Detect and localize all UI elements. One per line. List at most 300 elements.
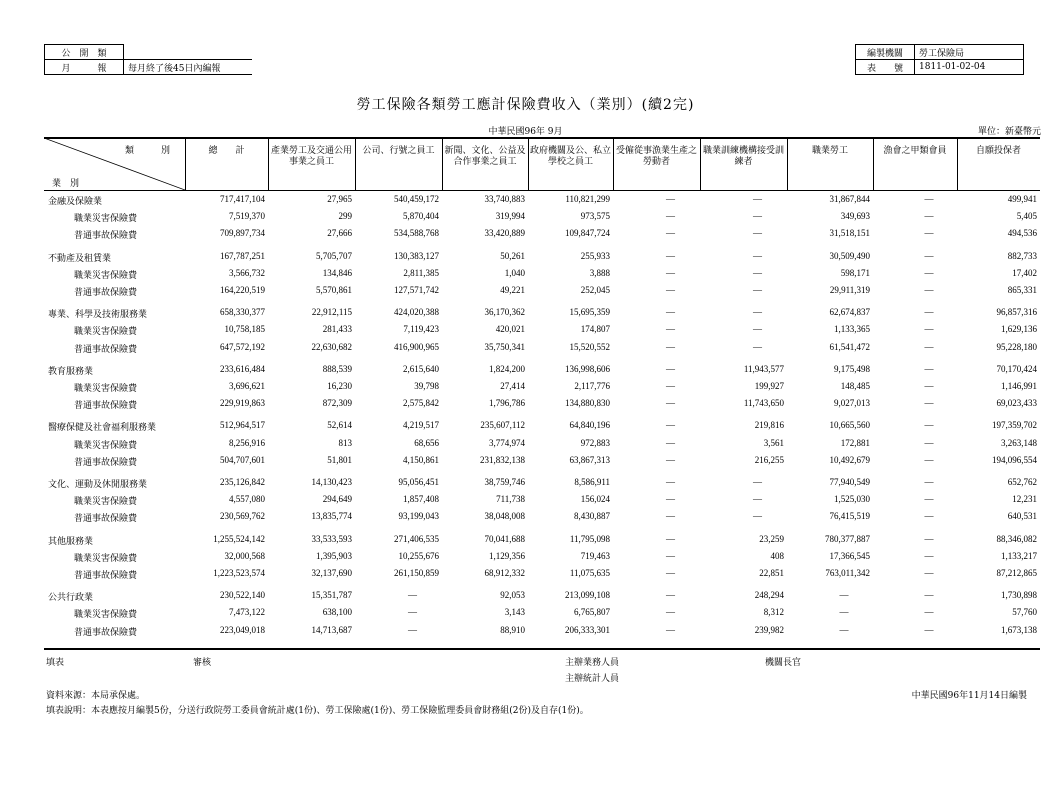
table-cell: —	[924, 381, 934, 391]
unit-label: 單位：新臺幣元	[977, 127, 1041, 137]
compiler-value: 勞工保險局	[915, 45, 1024, 60]
header-divider	[185, 138, 186, 190]
table-cell: 52,614	[327, 420, 352, 431]
table-cell: 711,738	[496, 494, 525, 505]
table-cell: 156,024	[580, 494, 610, 505]
table-cell: 813	[338, 437, 352, 448]
table-cell: 3,263,148	[1001, 437, 1037, 448]
table-cell: 4,219,517	[403, 420, 439, 431]
table-cell: 76,415,519	[829, 511, 870, 522]
table-cell: 31,518,151	[829, 228, 870, 239]
fill-instructions: 填表說明：本表應按月編製5份，分送行政院勞工委員會統計處(1份)、勞工保險處(1份)、勞工保險監理委員會財務組(2份)及自存(1份)。	[46, 706, 589, 716]
table-cell: 30,509,490	[829, 250, 870, 261]
table-cell: 38,759,746	[484, 477, 525, 487]
table-cell: 281,433	[322, 324, 352, 335]
table-cell: 248,294	[754, 590, 784, 601]
corner-industry-label: 業 別	[52, 179, 80, 189]
table-cell: —	[666, 363, 675, 374]
table-bottom-rule	[44, 648, 1040, 650]
row-subitem-label: 職業災害保險費	[74, 270, 138, 281]
header-divider	[355, 138, 356, 190]
table-cell: 88,346,082	[996, 533, 1037, 544]
table-cell: 1,133,217	[1001, 550, 1037, 561]
table-cell: 136,998,606	[565, 363, 610, 374]
table-cell: 972,883	[580, 437, 610, 448]
table-cell: —	[924, 568, 934, 578]
table-cell: 70,170,424	[996, 363, 1037, 374]
row-industry-label: 其他服務業	[48, 536, 94, 547]
table-cell: —	[924, 228, 934, 239]
table-cell: 2,117,776	[574, 381, 610, 391]
table-cell: 1,146,991	[1001, 381, 1037, 391]
table-cell: 216,255	[754, 454, 784, 465]
table-cell: 1,824,200	[489, 363, 525, 374]
table-cell: 408	[770, 550, 784, 561]
table-cell: 888,539	[322, 363, 352, 374]
table-cell: 3,696,621	[229, 381, 265, 391]
table-cell: 416,900,965	[394, 341, 439, 352]
col-company-employees-header: 公司、行號之員工	[362, 146, 435, 156]
table-cell: 504,707,601	[220, 454, 265, 465]
table-cell: 35,750,341	[484, 341, 525, 352]
table-cell: 9,027,013	[834, 398, 870, 409]
table-cell: 8,256,916	[229, 437, 265, 448]
table-cell: 70,041,688	[484, 533, 525, 544]
table-cell: 29,911,319	[829, 285, 870, 295]
table-cell: 299	[338, 211, 352, 222]
table-cell: 15,695,359	[569, 307, 610, 318]
business-officer-label: 主辦業務人員	[565, 658, 620, 668]
head-officer-label: 機關長官	[765, 658, 802, 668]
table-cell: —	[666, 454, 675, 465]
table-cell: 1,857,408	[403, 494, 439, 505]
table-cell: 68,656	[414, 437, 439, 448]
table-cell: —	[924, 624, 934, 635]
row-industry-label: 文化、運動及休閒服務業	[48, 480, 148, 490]
form-number-value: 1811-01-02-04	[915, 60, 1024, 75]
row-industry-label: 不動產及租賃業	[48, 253, 112, 264]
table-cell: 167,787,251	[220, 250, 265, 261]
table-cell: 110,821,299	[565, 194, 610, 204]
table-cell: —	[924, 267, 934, 278]
row-industry-label: 金融及保險業	[48, 197, 103, 207]
table-cell: 92,053	[500, 590, 525, 601]
col-total-header: 總 計	[208, 146, 245, 156]
table-cell: 5,570,861	[316, 285, 352, 295]
table-cell: —	[666, 398, 675, 409]
data-source: 資料來源：本局承保處。	[46, 691, 146, 701]
row-subitem-label: 職業災害保險費	[74, 327, 138, 338]
table-cell: —	[666, 307, 675, 318]
table-cell: —	[753, 324, 762, 335]
table-cell: —	[753, 194, 762, 204]
table-cell: 49,221	[500, 285, 525, 295]
table-cell: 57,760	[1012, 607, 1037, 618]
row-subitem-label: 普通事故保險費	[74, 401, 138, 412]
table-cell: 109,847,724	[565, 228, 610, 239]
table-cell: 540,459,172	[394, 194, 439, 204]
table-cell: 27,666	[327, 228, 352, 239]
table-cell: —	[924, 533, 934, 544]
table-cell: 17,402	[1012, 267, 1037, 278]
table-cell: 647,572,192	[220, 341, 265, 352]
table-cell: —	[839, 607, 849, 618]
table-cell: —	[666, 324, 675, 335]
table-cell: 3,888	[589, 267, 610, 278]
table-cell: 11,943,577	[743, 363, 784, 374]
table-cell: —	[924, 454, 934, 465]
header-divider	[528, 138, 529, 190]
col-fishery-workers-header: 受僱從事漁業生產之勞動者	[615, 146, 697, 167]
table-cell: —	[666, 211, 675, 222]
table-cell: 1,796,786	[489, 398, 525, 409]
table-cell: 780,377,887	[825, 533, 870, 544]
table-cell: —	[924, 211, 934, 222]
table-cell: —	[753, 228, 762, 239]
filler-label: 填表	[46, 658, 65, 668]
table-cell: 9,175,498	[834, 363, 870, 374]
table-cell: 38,048,008	[484, 511, 525, 522]
table-cell: 172,881	[840, 437, 870, 448]
header-divider	[787, 138, 788, 190]
table-cell: 1,673,138	[1001, 624, 1037, 635]
table-cell: 1,129,356	[489, 550, 525, 561]
table-cell: 233,616,484	[220, 363, 265, 374]
table-cell: —	[753, 267, 762, 278]
table-cell: 95,056,451	[398, 477, 439, 487]
table-cell: 127,571,742	[394, 285, 439, 295]
table-cell: 239,982	[754, 624, 784, 635]
table-cell: 199,927	[754, 381, 784, 391]
table-cell: 11,795,098	[569, 533, 610, 544]
table-cell: 652,762	[1007, 477, 1037, 487]
table-cell: 130,383,127	[394, 250, 439, 261]
table-cell: —	[924, 307, 934, 318]
table-cell: 7,119,423	[403, 324, 439, 335]
row-industry-label: 專業、科學及技術服務業	[48, 310, 148, 321]
table-cell: —	[924, 363, 934, 374]
table-cell: —	[924, 194, 934, 204]
table-cell: 719,463	[580, 550, 610, 561]
table-cell: 230,522,140	[220, 590, 265, 601]
table-cell: 230,569,762	[220, 511, 265, 522]
table-cell: 32,137,690	[311, 568, 352, 578]
table-cell: 1,629,136	[1001, 324, 1037, 335]
col-occupational-workers-header: 職業勞工	[811, 146, 848, 156]
table-cell: —	[839, 624, 849, 635]
table-cell: —	[666, 228, 675, 239]
table-cell: 271,406,535	[394, 533, 439, 544]
table-cell: —	[753, 285, 762, 295]
table-cell: 5,705,707	[316, 250, 352, 261]
table-cell: —	[666, 607, 675, 618]
table-cell: 255,933	[580, 250, 610, 261]
table-cell: 213,099,108	[565, 590, 610, 601]
table-cell: —	[924, 590, 934, 601]
table-cell: 3,566,732	[229, 267, 265, 278]
table-cell: 33,533,593	[311, 533, 352, 544]
table-cell: 872,309	[322, 398, 352, 409]
table-cell: 93,199,043	[398, 511, 439, 522]
header-divider	[442, 138, 443, 190]
table-cell: 69,023,433	[996, 398, 1037, 409]
form-number-label: 表 號	[856, 60, 915, 75]
table-cell: —	[666, 437, 675, 448]
deadline-text: 每月終了後45日內編報	[124, 60, 253, 75]
table-cell: —	[924, 341, 934, 352]
table-cell: —	[924, 285, 934, 295]
table-cell: 95,228,180	[996, 341, 1037, 352]
row-subitem-label: 普通事故保險費	[74, 457, 138, 468]
table-cell: —	[753, 494, 762, 505]
corner-category-label: 類 別	[125, 146, 171, 156]
table-cell: —	[924, 494, 934, 505]
table-cell: 27,414	[500, 381, 525, 391]
table-cell: 64,840,196	[569, 420, 610, 431]
header-divider	[873, 138, 874, 190]
table-cell: 763,011,342	[825, 568, 870, 578]
table-cell: 13,835,774	[311, 511, 352, 522]
table-cell: 4,150,861	[403, 454, 439, 465]
table-cell: 3,774,974	[489, 437, 525, 448]
table-cell: —	[839, 590, 849, 601]
table-cell: —	[753, 211, 762, 222]
table-cell: 2,575,842	[403, 398, 439, 409]
table-cell: 2,811,385	[403, 267, 439, 278]
table-cell: 534,588,768	[394, 228, 439, 239]
table-cell: —	[753, 250, 762, 261]
table-cell: 638,100	[322, 607, 352, 618]
table-cell: 96,857,316	[996, 307, 1037, 318]
table-cell: 50,261	[500, 250, 525, 261]
table-cell: —	[666, 494, 675, 505]
table-cell: 27,965	[327, 194, 352, 204]
table-cell: 294,649	[322, 494, 352, 505]
table-cell: 33,420,889	[484, 228, 525, 239]
row-subitem-label: 職業災害保險費	[74, 610, 138, 621]
page-title: 勞工保險各類勞工應計保險費收入（業別）(續2完)	[356, 97, 695, 113]
table-cell: —	[924, 550, 934, 561]
table-cell: 32,000,568	[224, 550, 265, 561]
compiler-label: 編製機關	[856, 45, 915, 60]
table-cell: 717,417,104	[220, 194, 265, 204]
table-cell: —	[666, 568, 675, 578]
table-cell: —	[666, 267, 675, 278]
table-cell: 6,765,807	[574, 607, 610, 618]
table-top-rule	[44, 137, 1040, 139]
table-cell: 194,096,554	[992, 454, 1037, 465]
table-cell: 1,255,524,142	[213, 533, 265, 544]
table-cell: 61,541,472	[829, 341, 870, 352]
table-cell: —	[666, 511, 675, 522]
table-cell: —	[924, 607, 934, 618]
table-cell: 68,912,332	[484, 568, 525, 578]
table-cell: —	[666, 590, 675, 601]
table-cell: 11,075,635	[569, 568, 610, 578]
table-cell: 11,743,650	[743, 398, 784, 409]
table-cell: 16,230	[327, 381, 352, 391]
table-cell: 33,740,883	[484, 194, 525, 204]
table-cell: —	[924, 437, 934, 448]
table-cell: 8,430,887	[574, 511, 610, 522]
table-cell: 499,941	[1007, 194, 1037, 204]
table-cell: —	[408, 590, 417, 601]
row-subitem-label: 普通事故保險費	[74, 514, 138, 525]
table-cell: 134,846	[322, 267, 352, 278]
header-divider	[700, 138, 701, 190]
table-cell: 349,693	[840, 211, 870, 222]
table-cell: —	[408, 624, 417, 635]
table-cell: 8,586,911	[574, 477, 610, 487]
table-cell: —	[666, 550, 675, 561]
reviewer-label: 審核	[193, 658, 212, 668]
table-cell: —	[924, 511, 934, 522]
table-cell: —	[666, 341, 675, 352]
table-cell: —	[924, 324, 934, 335]
table-cell: —	[666, 420, 675, 431]
table-cell: 62,674,837	[829, 307, 870, 318]
table-cell: 4,557,080	[229, 494, 265, 505]
table-cell: —	[924, 420, 934, 431]
row-subitem-label: 普通事故保險費	[74, 571, 138, 581]
table-cell: 164,220,519	[220, 285, 265, 295]
header-divider	[268, 138, 269, 190]
row-subitem-label: 職業災害保險費	[74, 440, 138, 451]
table-cell: —	[666, 250, 675, 261]
table-cell: 494,536	[1007, 228, 1037, 239]
table-cell: 219,816	[754, 420, 784, 431]
table-cell: 5,870,404	[403, 211, 439, 222]
table-cell: 174,807	[580, 324, 610, 335]
compiler-info-box	[855, 44, 1024, 75]
table-cell: 15,520,552	[569, 341, 610, 352]
table-cell: 197,359,702	[992, 420, 1037, 431]
table-cell: 512,964,517	[220, 420, 265, 431]
table-cell: 882,733	[1007, 250, 1037, 261]
table-cell: 1,040	[504, 267, 525, 278]
table-cell: 63,867,313	[569, 454, 610, 465]
row-subitem-label: 普通事故保險費	[74, 344, 138, 355]
table-cell: 12,231	[1012, 494, 1037, 505]
table-cell: 17,366,545	[829, 550, 870, 561]
table-cell: 77,940,549	[829, 477, 870, 487]
row-subitem-label: 職業災害保險費	[74, 384, 138, 394]
table-cell: 10,255,676	[398, 550, 439, 561]
col-voluntary-insured-header: 自願投保者	[975, 146, 1021, 156]
table-cell: 1,730,898	[1001, 590, 1037, 601]
publication-type-label: 公 開 類	[45, 45, 124, 60]
table-cell: 420,021	[495, 324, 525, 335]
table-cell: —	[924, 477, 934, 487]
report-date: 中華民國96年 9月	[488, 127, 563, 137]
table-cell: —	[666, 194, 675, 204]
table-cell: 14,713,687	[311, 624, 352, 635]
table-cell: 1,223,523,574	[213, 568, 265, 578]
table-cell: 2,615,640	[403, 363, 439, 374]
table-cell: 223,049,018	[220, 624, 265, 635]
table-cell: —	[666, 624, 675, 635]
table-cell: 640,531	[1007, 511, 1037, 522]
col-industrial-workers-header: 產業勞工及交通公用事業之員工	[270, 146, 352, 167]
table-cell: 87,212,865	[996, 568, 1037, 578]
publication-info-box	[44, 44, 252, 75]
table-cell: 865,331	[1007, 285, 1037, 295]
row-industry-label: 公共行政業	[48, 593, 94, 604]
compiled-date: 中華民國96年11月14日編製	[911, 691, 1027, 701]
table-cell: —	[753, 341, 762, 352]
table-cell: —	[666, 381, 675, 391]
table-cell: 1,525,030	[834, 494, 870, 505]
table-cell: 598,171	[840, 267, 870, 278]
table-cell: 231,832,138	[480, 454, 525, 465]
table-cell: —	[753, 477, 762, 487]
table-cell: 22,851	[759, 568, 784, 578]
header-divider	[613, 138, 614, 190]
table-cell: 51,801	[327, 454, 352, 465]
col-vocational-trainees-header: 職業訓練機構接受訓練者	[702, 146, 784, 167]
row-subitem-label: 職業災害保險費	[74, 553, 138, 564]
table-cell: 1,133,365	[834, 324, 870, 335]
table-cell: 10,665,560	[829, 420, 870, 431]
table-cell: 10,758,185	[224, 324, 265, 335]
table-cell: 235,126,842	[220, 477, 265, 487]
table-cell: 261,150,859	[394, 568, 439, 578]
header-bottom-rule	[44, 190, 1040, 191]
col-government-school-header: 政府機關及公、私立學校之員工	[530, 146, 612, 167]
table-cell: —	[408, 607, 417, 618]
table-cell: 319,994	[495, 211, 525, 222]
table-cell: 235,607,112	[480, 420, 525, 431]
table-cell: 22,630,682	[311, 341, 352, 352]
table-cell: 14,130,423	[311, 477, 352, 487]
table-cell: 39,798	[414, 381, 439, 391]
table-cell: 88,910	[500, 624, 525, 635]
frequency-label: 月 報	[45, 60, 124, 75]
table-cell: 3,561	[763, 437, 784, 448]
table-cell: 134,880,830	[565, 398, 610, 409]
table-cell: —	[753, 307, 762, 318]
table-cell: 8,312	[763, 607, 784, 618]
table-cell: 15,351,787	[311, 590, 352, 601]
table-cell: —	[666, 533, 675, 544]
table-cell: 252,045	[580, 285, 610, 295]
stats-officer-label: 主辦統計人員	[565, 674, 620, 684]
table-cell: —	[753, 511, 762, 522]
table-cell: 658,330,377	[220, 307, 265, 318]
table-cell: 973,575	[580, 211, 610, 222]
table-cell: 22,912,115	[311, 307, 352, 318]
table-cell: 3,143	[504, 607, 525, 618]
table-cell: 31,867,844	[829, 194, 870, 204]
row-subitem-label: 普通事故保險費	[74, 231, 138, 242]
table-cell: —	[666, 285, 675, 295]
table-cell: 709,897,734	[220, 228, 265, 239]
table-cell: 424,020,388	[394, 307, 439, 318]
table-cell: —	[924, 398, 934, 409]
table-cell: 36,170,362	[484, 307, 525, 318]
table-cell: 7,519,370	[229, 211, 265, 222]
row-subitem-label: 職業災害保險費	[74, 497, 138, 508]
row-subitem-label: 職業災害保險費	[74, 214, 138, 225]
table-cell: 23,259	[759, 533, 784, 544]
row-industry-label: 教育服務業	[48, 366, 94, 377]
table-cell: 206,333,301	[565, 624, 610, 635]
col-media-cultural-header: 新聞、文化、公益及合作事業之員工	[444, 146, 526, 167]
row-industry-label: 醫療保健及社會福利服務業	[48, 423, 157, 434]
table-cell: —	[666, 477, 675, 487]
row-subitem-label: 普通事故保險費	[74, 627, 138, 638]
table-cell: 229,919,863	[220, 398, 265, 409]
